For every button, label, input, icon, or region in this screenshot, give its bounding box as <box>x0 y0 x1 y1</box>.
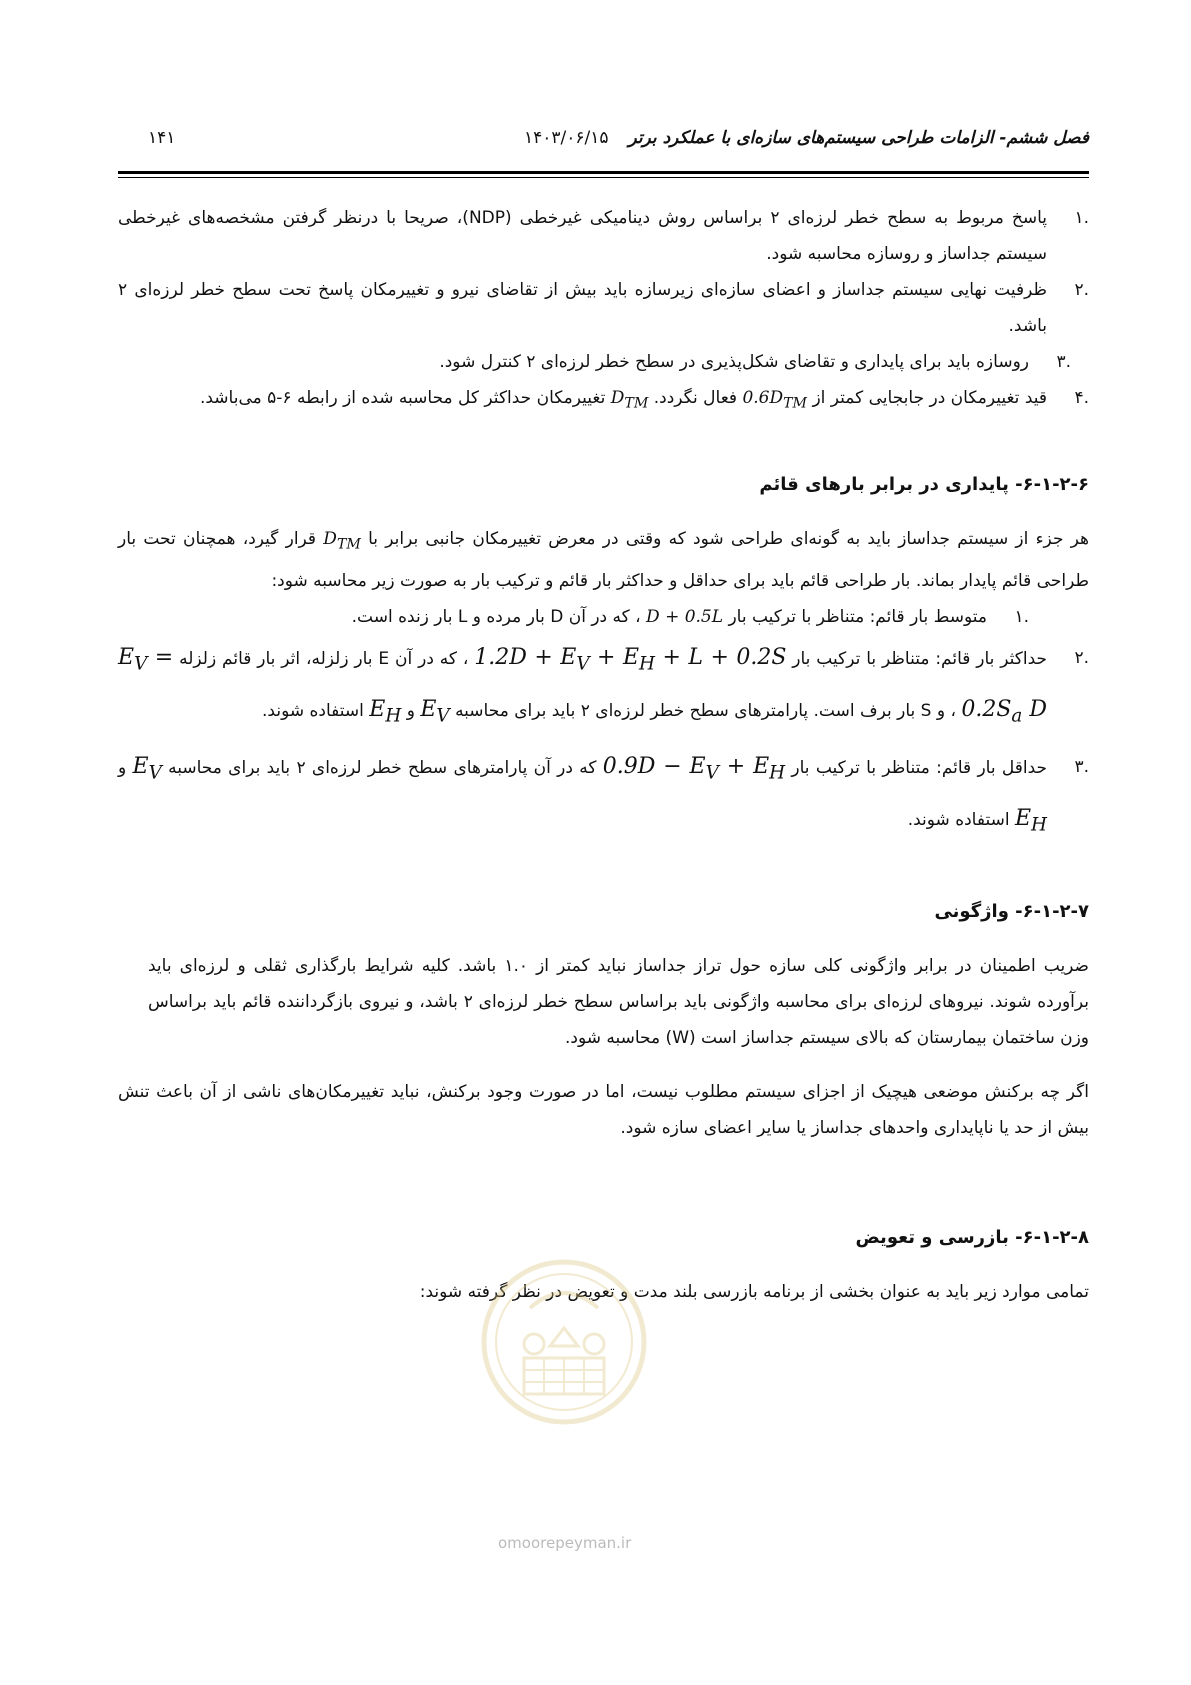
section-paragraph: هر جزء از سیستم جداساز باید به گونه‌ای طراحی شود که وقتی در معرض تغییرمکان جانبی برابر با $D_{TM}$ قرار گیرد، همچنان تحت بار طراحی قائم پایدار بماند. بار طراحی قائم باید برای حداقل و حداکثر بار قائم و ترکیب بار به صورت زیر محاسبه شود: <box>118 529 1090 591</box>
chapter-title <box>524 128 1089 148</box>
list-item <box>118 272 1089 344</box>
list-number: .۱ <box>1074 208 1089 228</box>
list-item <box>118 200 1089 272</box>
watermark-url: omoorepeyman.ir <box>498 1534 632 1552</box>
header-rule-thick <box>118 171 1089 174</box>
list-item: .۱ متوسط بار قائم: متناظر با ترکیب بار D + 0.5L ، که در آن D بار مرده و L بار زنده است. <box>118 599 1029 635</box>
list-item-text: قید تغییرمکان در جابجایی کمتر از <box>812 388 1047 408</box>
chapter-title-text: فصل ششم- الزامات طراحی سیستم‌های سازه‌ای با عملکرد برتر <box>628 128 1089 148</box>
section-heading: ۶-۱-۲-۸- بازرسی و تعویض <box>855 1227 1089 1249</box>
math-ev-symbol: $E_V$ <box>132 753 162 783</box>
section-paragraph: اگر چه برکنش موضعی هیچیک از اجزای سیستم مطلوب نیست، اما در صورت وجود برکنش، نباید تغییرمکان‌های ناشی از آن باعث تنش بیش از حد یا ناپایداری واحدهای جداساز یا سایر اعضای سازه شود. <box>118 1082 1089 1139</box>
list-item-text: تغییرمکان حداکثر کل محاسبه شده از رابطه ۶-۵ می‌باشد. <box>199 388 606 408</box>
math-expression: $1.2D + E_V + E_H + L + 0.2S$ <box>474 644 787 675</box>
page-number: ۱۴۱ <box>148 128 176 148</box>
math-eh-symbol: $E_H$ <box>1014 805 1047 836</box>
list-number: .۳ <box>1074 756 1089 777</box>
header-rule-thin <box>118 177 1089 178</box>
list-item: .۳ حداقل بار قائم: متناظر با ترکیب بار $0.9D - E_V + E_H$ که در آن پارامترهای سطح خطر لرزه‌ای ۲ باید برای محاسبه $E_V$ و $E_H$ استفاده شوند. <box>118 744 1089 849</box>
list-number: .۱ <box>1014 606 1029 627</box>
list-item <box>118 380 1089 421</box>
vertical-load-list-cont <box>118 635 1089 849</box>
section-heading: ۶-۱-۲-۷- واژگونی <box>934 901 1089 923</box>
list-number: .۲ <box>1074 647 1089 668</box>
math-0.6dtm: $0.6D_{TM}$ <box>742 388 808 412</box>
list-item-text: ظرفیت نهایی سیستم جداساز و اعضای سازه‌ای زیرسازه باید بیش از تقاضای نیرو و تغییرمکان پاسخ تحت سطح خطر لرزه‌ای ۲ باشد. <box>118 280 1047 336</box>
list-item-text: روسازه باید برای پایداری و تقاضای شکل‌پذیری در سطح خطر لرزه‌ای ۲ کنترل شود. <box>439 352 1029 372</box>
seal-logo-icon <box>480 1258 648 1426</box>
math-ev-symbol: $E_V$ <box>420 697 450 727</box>
math-dtm: $D_{TM}$ <box>323 529 361 553</box>
vertical-load-list <box>118 599 1089 635</box>
list-item <box>118 344 1089 380</box>
page-content <box>118 200 1089 1310</box>
math-eh-symbol: $E_H$ <box>369 697 402 727</box>
math-expression: $0.9D - E_V + E_H$ <box>602 753 786 783</box>
list-number: .۳ <box>1056 352 1071 372</box>
list-item-text: پاسخ مربوط به سطح خطر لرزه‌ای ۲ براساس روش دینامیکی غیرخطی (NDP)، صریحا با درنظر گرفتن مشخصه‌های غیرخطی سیستم جداساز و روسازه محاسبه شود. <box>118 208 1047 264</box>
list-number: .۲ <box>1074 280 1089 300</box>
section-paragraph: ضریب اطمینان در برابر واژگونی کلی سازه حول تراز جداساز نباید کمتر از ۱.۰ باشد. کلیه شرایط بارگذاری ثقلی و لرزه‌ای باید برآورده شوند. نیروهای لرزه‌ای برای محاسبه واژگونی باید براساس سطح خطر لرزه‌ای ۲ باشد، و نیروی بازگرداننده قائم باید براساس وزن ساختمان بیمارستان که بالای سیستم جداساز است (W) محاسبه شود. <box>148 956 1089 1049</box>
list-item: .۲ حداکثر بار قائم: متناظر با ترکیب بار $1.2D + E_V + E_H + L + 0.2S$ ، که در آن E بار زلزله، اثر بار قائم زلزله $E_V = 0.2S_a$ D ، و S بار برف است. پارامترهای سطح خطر لرزه‌ای ۲ باید برای محاسبه $E_V$ و $E_H$ استفاده شوند. <box>118 635 1089 740</box>
page-header <box>118 128 1089 158</box>
section-heading: ۶-۱-۲-۶- پایداری در برابر بارهای قائم <box>759 474 1089 496</box>
requirements-list <box>118 200 1089 421</box>
section-paragraph: تمامی موارد زیر باید به عنوان بخشی از برنامه بازرسی بلند مدت و تعویض در نظر گرفته شوند: <box>419 1282 1089 1303</box>
list-number: .۴ <box>1074 388 1089 408</box>
header-date: ۱۴۰۳/۰۶/۱۵ <box>524 128 609 148</box>
math-ev: $E_V = 0.2S_a$ D <box>118 644 1047 727</box>
list-item-text: فعال نگردد. <box>653 388 738 408</box>
math-expression: D + 0.5L <box>646 606 724 627</box>
math-dtm: $D_{TM}$ <box>610 388 649 412</box>
